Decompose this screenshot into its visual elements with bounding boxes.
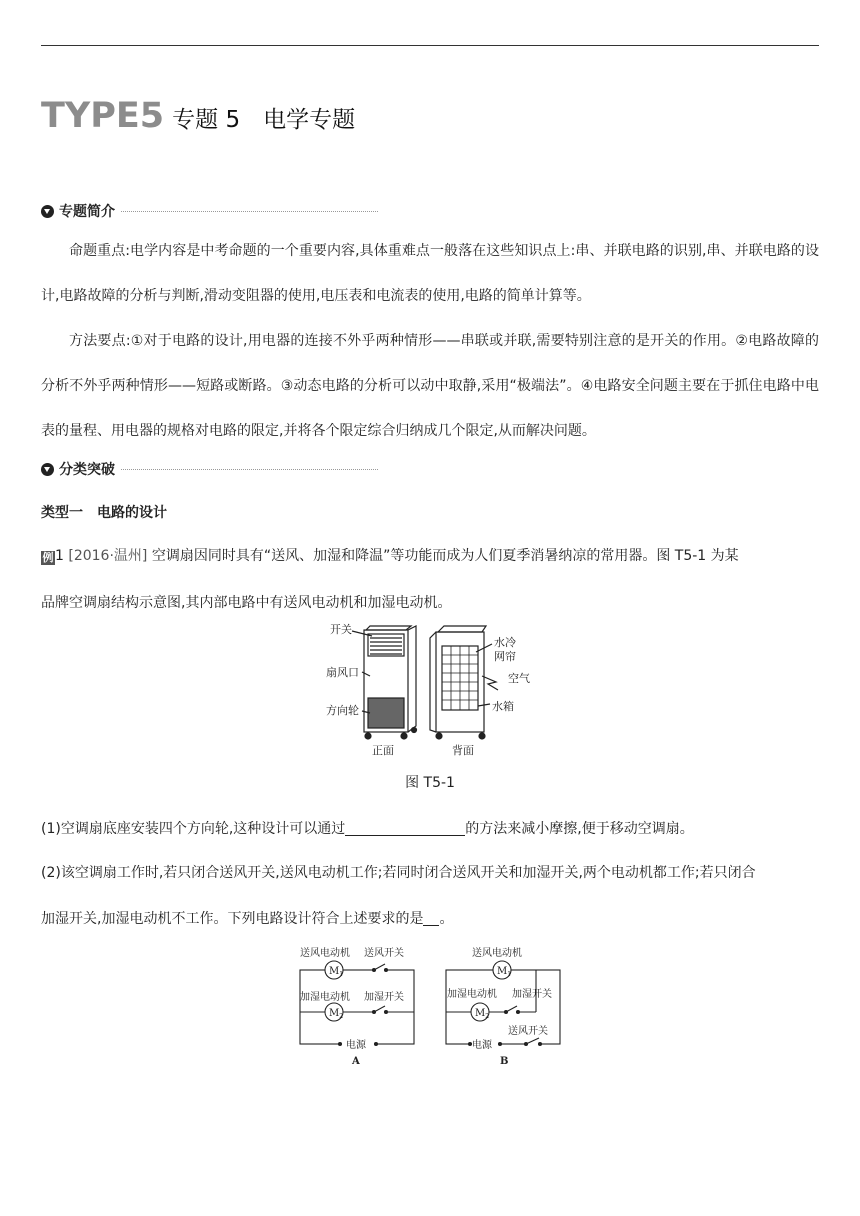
triangle-bullet-icon: [41, 205, 54, 218]
b-option-label: B: [500, 1056, 509, 1067]
question-2-text: 加湿开关,加湿电动机不工作。下列电路设计符合上述要求的是: [41, 911, 424, 927]
triangle-bullet-icon: [41, 463, 54, 476]
a-m2-symbol: $M_2$: [329, 1008, 344, 1020]
type-heading: 类型一 电路的设计: [41, 505, 167, 521]
example-badge: 例: [42, 551, 54, 564]
section-heading-breakthrough: [41, 459, 378, 479]
dotted-divider: [121, 211, 378, 212]
section-heading-intro: [41, 201, 378, 221]
question-2-line-2: [41, 908, 453, 928]
b-m1-symbol: $M_1$: [497, 966, 512, 978]
circuit-options-figure: [294, 942, 570, 1070]
example-number: 1: [55, 548, 64, 564]
figure-caption: 图 T5-1: [405, 775, 455, 791]
header-rule: [41, 45, 819, 46]
back-label: 背面: [452, 744, 474, 757]
question-2-text-end: 。: [439, 911, 454, 927]
fan-outlet-label: 扇风口: [326, 666, 359, 679]
b-fan-motor-label: 送风电动机: [472, 948, 522, 959]
b-hum-motor-label: 加湿电动机: [447, 989, 497, 1000]
example-source: [2016·温州]: [68, 548, 148, 564]
front-label: 正面: [372, 744, 394, 757]
water-curtain-label-2: 网帘: [494, 650, 516, 663]
water-tank-label: 水箱: [492, 700, 514, 713]
type-label: TYPE5: [41, 96, 165, 136]
section-label: 分类突破: [59, 462, 115, 478]
title-text: 专题 5 电学专题: [172, 107, 356, 133]
a-hum-motor-label: 加湿电动机: [300, 992, 350, 1003]
a-fan-switch-label: 送风开关: [364, 948, 404, 959]
section-label: 专题简介: [59, 204, 115, 220]
question-2-line-1: (2)该空调扇工作时,若只闭合送风开关,送风电动机工作;若同时闭合送风开关和加湿开关,两个电动机都工作;若只闭合: [41, 865, 756, 881]
b-m2-symbol: $M_2$: [475, 1008, 490, 1020]
example-line-1: [41, 545, 739, 565]
a-power-label: 电源: [346, 1040, 366, 1051]
air-label: 空气: [508, 672, 530, 685]
a-option-label: A: [352, 1056, 360, 1067]
a-fan-motor-label: 送风电动机: [300, 948, 350, 959]
water-curtain-label-1: 水冷: [494, 636, 516, 649]
example-line-2: 品牌空调扇结构示意图,其内部电路中有送风电动机和加湿电动机。: [41, 595, 452, 611]
air-cooler-figure: [326, 618, 536, 760]
a-hum-switch-label: 加湿开关: [364, 992, 404, 1003]
dotted-divider: [121, 469, 378, 470]
intro-paragraph-1: 命题重点:电学内容是中考命题的一个重要内容,具体重难点一般落在这些知识点上:串、并联电路的识别,串、并联电路的设计,电路故障的分析与判断,滑动变阻器的使用,电压表和电流表的使用,电路的简单计算等。: [41, 243, 819, 304]
page-title: [41, 96, 355, 140]
example-text: 空调扇因同时具有“送风、加湿和降温”等功能而成为人们夏季消暑纳凉的常用器。图 T5-1 为某: [151, 548, 739, 564]
wheel-label: 方向轮: [326, 704, 359, 717]
question-1-text-end: 的方法来减小摩擦,便于移动空调扇。: [465, 821, 694, 837]
b-fan-switch-label: 送风开关: [508, 1026, 548, 1037]
question-1: [41, 818, 694, 838]
intro-paragraph-2: 方法要点:①对于电路的设计,用电器的连接不外乎两种情形——串联或并联,需要特别注意的是开关的作用。②电路故障的分析不外乎两种情形——短路或断路。③动态电路的分析可以动中取静,采用“极端法”。④电路安全问题主要在于抓住电路中电表的量程、用电器的规格对电路的限定,并将各个限定综合归纳成几个限定,从而解决问题。: [41, 333, 819, 439]
answer-blank-1[interactable]: [345, 821, 465, 836]
b-hum-switch-label: 加湿开关: [512, 989, 552, 1000]
answer-blank-2[interactable]: [423, 911, 439, 926]
question-1-text: (1)空调扇底座安装四个方向轮,这种设计可以通过: [41, 821, 346, 837]
a-m1-symbol: $M_1$: [329, 966, 344, 978]
b-power-label: 电源: [472, 1040, 492, 1051]
switch-label: 开关: [330, 623, 352, 636]
